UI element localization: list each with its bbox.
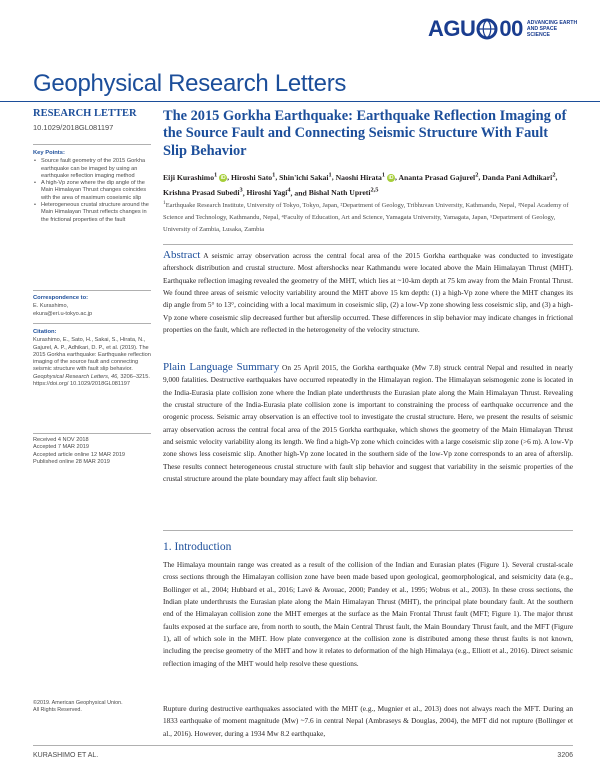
- page-number: 3206: [557, 752, 573, 759]
- author-name: Shin'ichi Sakai$^1$: [279, 171, 332, 182]
- author-list: Eiji Kurashimo$^1$ iD , Hiroshi Sato$^1$, Shin'ichi Sakai$^1$, Naoshi Hirata$^1$ iD , Ananta Prasad Gajurel$^2$, Danda Pani Adhikari$^2$, Krishna Prasad Subedi$^3$, Hiroshi Yagi$^4$, and Bishal Nath Upreti$^{2,5}$: [163, 171, 558, 198]
- main-divider: [163, 530, 573, 531]
- author-name: Hiroshi Yagi$^4$: [246, 186, 291, 198]
- sidebar-divider: [33, 290, 151, 291]
- author-name: Ananta Prasad Gajurel$^2$: [398, 171, 479, 182]
- running-author: KURASHIMO ET AL.: [33, 752, 99, 759]
- citation-journal: Geophysical Research Letters, 46,: [33, 373, 119, 380]
- author-name: Naoshi Hirata$^1$: [335, 171, 386, 182]
- orcid-icon[interactable]: iD: [388, 174, 394, 181]
- correspondence-email[interactable]: ekura@eri.u-tokyo.ac.jp: [33, 310, 93, 317]
- dates-section: [33, 437, 151, 466]
- abstract-heading: Abstract: [163, 249, 201, 261]
- pls-heading: Plain Language Summary: [163, 361, 280, 373]
- author-name: Eiji Kurashimo$^1$: [163, 171, 218, 182]
- sidebar-divider: [33, 433, 151, 434]
- citation-section: [33, 329, 151, 388]
- correspondence-heading: Correspondence to:: [33, 295, 89, 301]
- affiliation-marker: 1: [163, 200, 166, 206]
- key-point-item: • Source fault geometry of the 2015 Gorkha earthquake can be imaged by using an earthquake reflection imaging method: [33, 158, 151, 180]
- citation-heading: Citation:: [33, 329, 57, 335]
- article-title: The 2015 Gorkha Earthquake: Earthquake Reflection Imaging of the Source Fault and Connecting Seismic Structure With Fault Slip Behavior: [163, 108, 567, 159]
- logo-text-00: 00: [499, 16, 523, 41]
- abstract-section: [163, 249, 573, 336]
- date-published: Published online 28 MAR 2019: [33, 458, 110, 465]
- article-doi[interactable]: 10.1029/2018GL081197: [33, 123, 114, 132]
- key-point-item: • A high-Vp zone where the dip angle of the Main Himalayan Thrust changes coincides with the area of maximum coseismic slip: [33, 180, 151, 202]
- key-points-heading: Key Points:: [33, 150, 65, 156]
- header-divider: [0, 101, 600, 102]
- author-name: Hiroshi Sato$^1$: [231, 171, 276, 182]
- author-name: Krishna Prasad Subedi$^3$: [163, 186, 243, 198]
- affiliations: [163, 197, 573, 236]
- citation-doi[interactable]: 10.1029/2018GL081197: [70, 381, 130, 388]
- section-heading-introduction: 1. Introduction: [163, 541, 232, 553]
- article-type: RESEARCH LETTER: [33, 108, 137, 119]
- author-name: Danda Pani Adhikari$^2$: [482, 171, 556, 182]
- main-divider: [163, 244, 573, 245]
- journal-title: Geophysical Research Letters: [33, 70, 347, 97]
- orcid-icon[interactable]: iD: [220, 174, 226, 181]
- abstract-text: A seismic array observation across the central focal area of the 2015 Gorkha earthquake was conducted to investigate aftershock distribution and crustal structure. Most aftershocks near Kathmandu were located above the Main Himalayan Thrust (MHT). Earthquake reflection imaging revealed the geometry of the MHT, which lies at ~10-km depth at 75 km away from the Main Frontal Thrust. We found three areas of seismic velocity variability around the MHT above 15 km depth: (1) a high-Vp zone where the MHT changes its dip angle from 5° to 13°, coinciding with a local maximum in coseismic slip, (2) a low-Vp zone showing less coseismic slip, and (3) a high-Vp zone where coseismic slip decreased further but afterslip occurred. These differences in slip behavior may indicate changes in frictional properties on the fault, which are reflected in the heterogeneity of the velocity structure.: [163, 251, 573, 335]
- intro-paragraph-2: Rupture during destructive earthquakes associated with the MHT (e.g., Mugnier et al., 2013) does not always reach the MFT. During an 1833 earthquake of moment magnitude (Mw) ~7.6 in central Nepal (Ambraseys & Douglas, 2004), the MFT did not rupture (Bollinger et al., 2016). However, during a 1934 Mw 8.2 earthquake,: [163, 704, 573, 738]
- plain-language-summary-section: [163, 361, 573, 485]
- citation-text: [33, 337, 151, 388]
- sidebar-divider: [33, 323, 151, 324]
- correspondence-section: [33, 295, 151, 318]
- author-name: Bishal Nath Upreti$^{2,5}$: [308, 186, 379, 198]
- logo-wordmark: [428, 16, 523, 42]
- date-accepted-online: Accepted article online 12 MAR 2019: [33, 451, 126, 458]
- globe-icon: [476, 18, 498, 40]
- citation-body: Kurashimo, E., Sato, H., Sakai, S., Hirata, N., Gajurel, A. P., Adhikari, D. P., et al. (2019). The 2015 Gorkha earthquake: Earthquake reflection imaging of the source fault and connecting seismic structure with fault slip behavior.: [33, 337, 151, 373]
- sidebar-divider: [33, 144, 151, 145]
- key-points-section: [33, 150, 151, 224]
- logo-tagline: ADVANCING EARTH AND SPACE SCIENCE: [526, 19, 578, 39]
- logo-text-agu: AGU: [428, 16, 476, 41]
- copyright-line: All Rights Reserved.: [33, 707, 82, 714]
- correspondence-name: E. Kurashimo,: [33, 303, 69, 310]
- date-accepted: Accepted 7 MAR 2019: [33, 444, 89, 451]
- key-point-item: • Heterogeneous crustal structure around the Main Himalayan Thrust reflects changes in the frictional properties of the fault: [33, 202, 151, 224]
- copyright-line: ©2019. American Geophysical Union.: [33, 700, 123, 706]
- intro-paragraph-1: The Himalaya mountain range was created as a result of the collision of the Indian and Eurasian plates (Figure 1). Several crustal-scale cross sections through the Himalayan collision zone have been made based upon geological, geomorphological, and seismicity data (e.g., Bollinger et al., 2004; Hubbard et al., 2016; Lavé & Avouac, 2000; Pandey et al., 1995; Wobus et al., 2003). In these cross sections, the Indian plate underthrusts the Eurasian plate along the Main Himalayan Thrust (MHT), the principal plate boundary fault. At the southern end of the Himalayan collision zone the MHT emerges at the surface as the Main Frontal Thrust fault (MFT; Figure 1). The major thrust faults exposed at the surface are, from north to south, the Main Central Thrust fault, the Main Boundary Thrust fault, and the MFT (Figure 1), all of which sole in the MHT. How plate convergence at the collision zone is distributed among these thrust faults is not known, including the precise geometry of the MHT and how it relates to deformation of the high Himalaya (e.g., Elliott et al., 2016). Direct seismic reflection imaging of the MHT would help resolve these questions.: [163, 560, 573, 668]
- affiliations-text: Earthquake Research Institute, University of Tokyo, Tokyo, Japan, ²Department of Geology, Tribhuvan University, Kathmandu, Nepal, ³Nepal Academy of Science and Technology, Kathmandu, Nepal, ⁴Faculty of Education, Art and Science, Yamagata University, Yamagata, Japan, ⁵Department of Geology, University of Zambia, Lusaka, Zambia: [163, 202, 569, 234]
- pls-text: On 25 April 2015, the Gorkha earthquake (Mw 7.8) struck central Nepal and resulted in nearly 9,000 fatalities. Destructive earthquakes have occurred repeatedly in the Himalayan region. The Himalayan seismogenic zone is located in the India-Eurasia plate collision zone where the Indian plate underthrusts the Eurasian plate along the Main Himalayan Thrust. Revealing the crustal structure of the India-Eurasia plate collision zone is important to constraining the process of earthquake occurrence and the orogenic process. Seismic array observation is an effective tool to investigate the crustal structure. Here, we present the results of seismic array observation across the central focal area of the 2015 Gorkha earthquake, which shows the geometry of the Main Himalayan Thrust and seismic velocity variability along its length. We find a high-Vp zone which coincides with a large coseismic slip zone (>6 m). A low-Vp zone shows less coseismic slip. Another high-Vp zone located in the southern side of the low-Vp zone corresponds to an area of afterslip. These results connect heterogeneous crustal structure with fault slip behavior and suggest that variability in the seismic properties of the crustal structure around the plate boundary may affect fault slip behavior.: [163, 363, 573, 484]
- citation-pages: 3206–3215. https://doi.org/: [33, 373, 150, 388]
- footer-divider: [33, 745, 573, 746]
- agu100-logo: [428, 16, 578, 42]
- date-received: Received 4 NOV 2018: [33, 437, 89, 443]
- copyright-notice: [33, 700, 151, 714]
